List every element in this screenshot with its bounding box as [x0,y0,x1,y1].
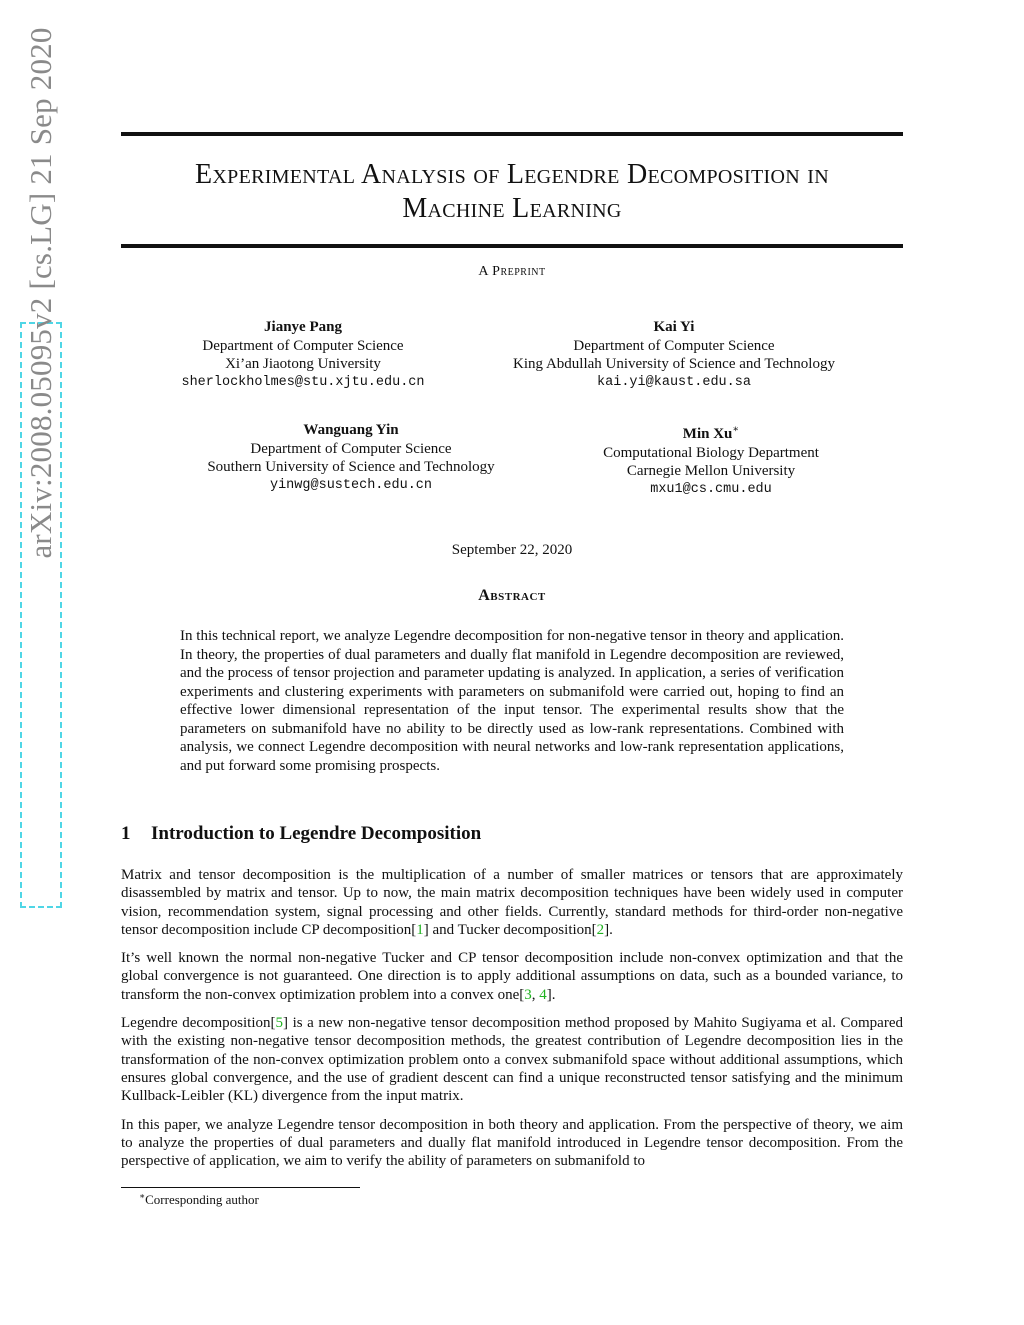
abstract-heading: Abstract [478,587,546,604]
paragraph-text: It’s well known the normal non-negative Tucker and CP tensor decomposition include non-convex optimization and that the global convergence is not guaranteed. One direction is to apply additional assumptions on data, such as a bounded variance, to transform the non-convex optimization problem into a convex one[ [121,950,903,1003]
preprint-label: A Preprint [478,264,546,279]
paragraph [121,1014,903,1105]
author-name: Wanguang Yin [303,422,399,438]
paragraph [121,866,903,939]
title-rule-top [121,132,903,136]
author-block [170,421,532,495]
paragraph-text: In this paper, we analyze Legendre tensor decomposition in both theory and application. From the perspective of theory, we aim to analyze the properties of dual parameters and dually flat manifold introduced in Legendre tensor decomposition. From the perspective of application, we aim to verify the ability of parameters on submanifold to [121,1116,903,1170]
author-email[interactable]: yinwg@sustech.edu.cn [269,477,433,493]
author-name: Kai Yi [653,319,695,335]
citation-link[interactable]: 1 [416,921,424,938]
author-department: Computational Biology Department [603,444,819,461]
title-line-2: Machine Learning [402,193,622,224]
citation-link[interactable]: 4 [539,986,547,1003]
paragraph-text: ] is a new non-negative tensor decomposition method proposed by Mahito Sugiyama et al. Compared with the existing non-negative tensor decomposition methods, the greatest contribution of Legendre decomposition lies in the transformation of the non-convex optimization problem onto a convex submanifold space without additional assumptions, which ensures global convergence, and the use of gradient descent can find a unique reconstructed tensor satisfying and the minimum Kullback-Leibler (KL) divergence from the input matrix. [121,1015,903,1105]
paragraph [121,1116,903,1171]
title-line-1: Experimental Analysis of Legendre Decomposition in [195,159,829,190]
author-department: Department of Computer Science [202,337,404,354]
author-email[interactable]: sherlockholmes@stu.xjtu.edu.cn [181,374,425,390]
footnote-marker[interactable]: ∗ [732,424,740,435]
section-heading [121,823,903,845]
author-email[interactable]: kai.yi@kaust.edu.sa [597,374,751,390]
citation-link[interactable]: 3 [524,986,532,1003]
footnote-rule [121,1187,360,1188]
title-rule-bottom [121,244,903,248]
arxiv-identifier[interactable]: arXiv:2008.05095v2 [cs.LG] 21 Sep 2020 [23,27,58,559]
paragraph-text: ]. [604,921,613,938]
author-name [560,421,862,444]
body-text [121,866,903,1180]
author-name-text: Min Xu [682,426,733,442]
footnote-text: Corresponding author [145,1192,259,1207]
paper-title [121,158,903,226]
author-department: Department of Computer Science [250,440,452,457]
author-block [470,318,878,392]
author-name: Jianye Pang [264,319,342,335]
author-block [560,421,862,499]
section-title: Introduction to Legendre Decomposition [151,823,482,844]
footnote-mark: ∗ [139,1191,146,1201]
author-affiliation: Southern University of Science and Technology [207,459,495,475]
paragraph-text: , [531,986,540,1003]
paragraph-text: Matrix and tensor decomposition is the multiplication of a number of smaller matrices or tensors that are approximately disassembled by matrix and tensor. Up to now, the main matrix decomposition techniques have been widely used in computer vision, recommendation system, signal processing and other fields. Currently, standard methods for third-order non-negative tensor decomposition include CP decomposition[ [121,867,903,938]
citation-link[interactable]: 5 [275,1015,284,1032]
paragraph-text: Legendre decomposition[ [121,1015,276,1032]
author-block [150,318,456,392]
author-affiliation: Xi’an Jiaotong University [225,356,381,372]
citation-link[interactable]: 2 [596,921,605,938]
author-affiliation: King Abdullah University of Science and Technology [513,356,835,372]
paragraph [121,949,903,1004]
author-affiliation: Carnegie Mellon University [626,463,796,479]
abstract-text: In this technical report, we analyze Legendre decomposition for non-negative tensor in theory and application. In theory, the properties of dual parameters and dually flat manifold in Legendre decomposition are reviewed, and the process of tensor projection and parameter updating is analyzed. In application, a series of verification experiments and clustering experiments with parameters on submanifold were carried out, hoping to find an effective lower dimensional representation of the input tensor. The experimental results show that the parameters on submanifold have no ability to be directly used as low-rank representations. Combined with analysis, we connect Legendre decomposition with neural networks and low-rank representation applications, and put forward some promising prospects. [180,628,844,774]
footnote [139,1191,259,1208]
paragraph-text: ] and Tucker decomposition[ [423,921,597,938]
author-department: Department of Computer Science [573,337,775,354]
section-number: 1 [121,823,131,844]
author-email[interactable]: mxu1@cs.cmu.edu [650,481,772,497]
paragraph-text: ]. [546,986,556,1003]
publication-date: September 22, 2020 [451,542,573,558]
